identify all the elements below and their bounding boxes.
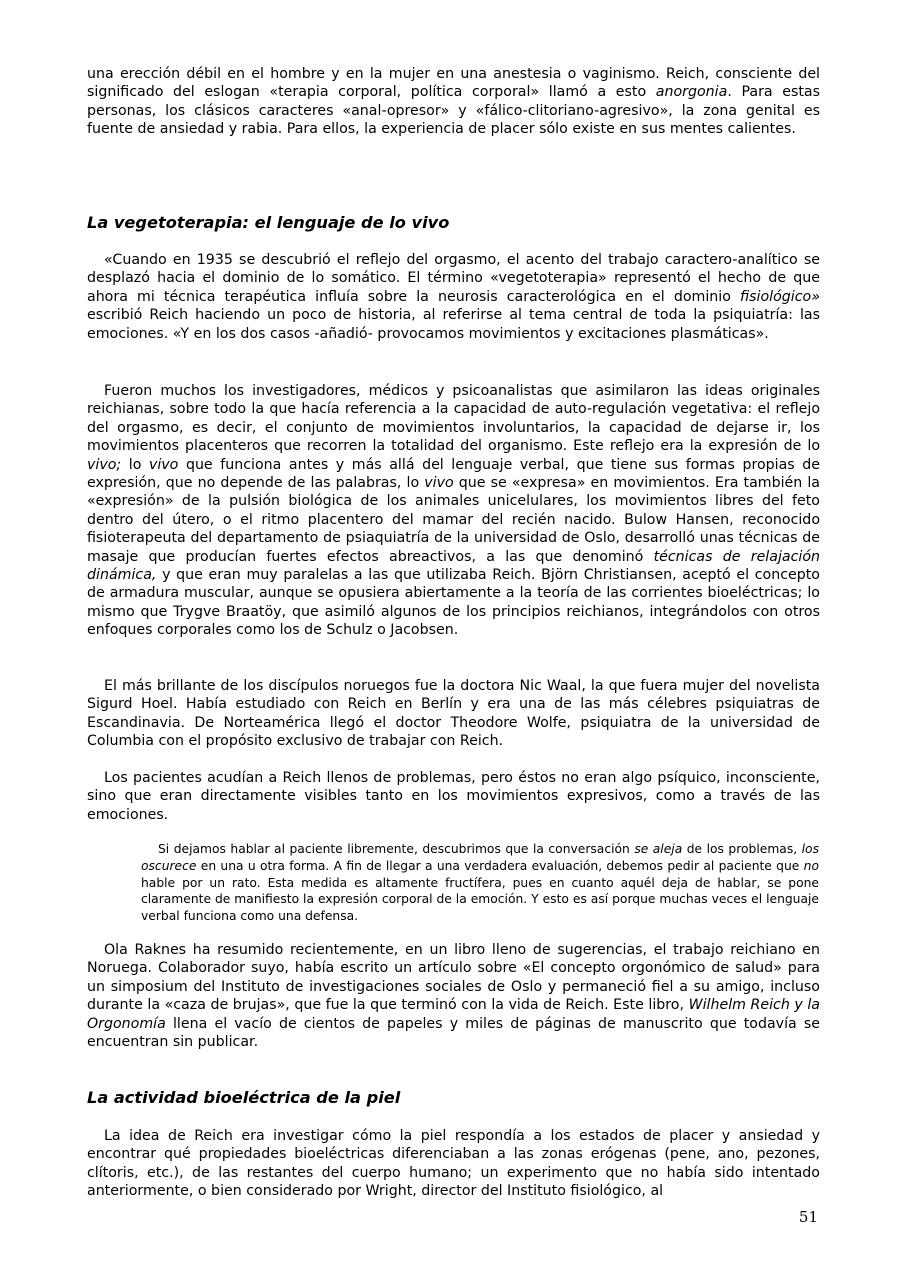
section-heading-bioelectrica: La actividad bioeléctrica de la piel [87,1088,401,1107]
paragraph-ola-raknes [87,941,820,1051]
italic-term: los oscurece [141,842,819,873]
italic-term: vivo; [87,456,122,473]
text-run: llena el vacío de cientos de papeles y miles de páginas de manuscrito que todavía se encuentran sin publicar. [87,1015,820,1051]
text-run: escribió Reich haciendo un poco de historia, al referirse al tema central de toda la psiquiatría: las emociones. «Y en los dos casos -añadió- provocamos movimientos y excitaciones plasmáticas». [87,307,820,342]
italic-term: vivo [148,456,179,473]
text-run: lo [121,456,149,473]
paragraph-pacientes: Los pacientes acudían a Reich llenos de problemas, pero éstos no eran algo psíquico, inconsciente, sino que eran directamente visibles tanto en los movimientos expresivos, como a través de las emociones. [87,770,820,823]
text-run: que se «expresa» en movimientos. Era también la «expresión» de la pulsión biológica de los animales unicelulares, los movimientos libres del feto dentro del útero, o el ritmo placentero del mamar del recién nacido. Bulow Hansen, reconocido fisioterapeuta del departamento de psiaquiatría de la universidad de Oslo, desarrolló unas técnicas de masaje que producían fuertes efectos abreactivos, a las que denominó [87,475,820,565]
text-run: hable por un rato. Esta medida es altamente fructífera, pues en cuanto aquél deja de hablar, se pone claramente de manifiesto la expresión corporal de la emoción. Y esto es así porque muchas veces el lenguaje verbal funciona como una defensa. [141,875,819,924]
section-heading-vegetoterapia: La vegetoterapia: el lenguaje de lo vivo [87,213,450,232]
block-quote [141,841,819,925]
text-run: y que eran muy paralelas a las que utilizaba Reich. Björn Christiansen, aceptó el concepto de armadura muscular, aunque se opusiera abiertamente a la teoría de las corrientes bioeléctricas; lo mismo que Trygve Braatöy, que asimiló algunos de los principios reichianos, integrándolos con otros enfoques corporales como los de Schulz o Jacobsen. [87,567,820,639]
italic-term: no [803,858,819,873]
text-run: «Cuando en 1935 se descubrió el reflejo del orgasmo, el acento del trabajo caractero-analítico se desplazó hacia el dominio de lo somático. El término «vegetoterapia» representó el hecho de que ahora mi técnica terapéutica influía sobre la neurosis caracterológica en el dominio [87,252,820,305]
italic-term: anorgonia [655,84,728,101]
text-run: . Para estas personas, los clásicos caracteres «anal-opresor» y «fálico-clitoriano-agresivo», la zona genital es fuente de ansiedad y rabia. Para ellos, la experiencia de placer sólo existe en sus mentes calientes. [87,84,820,138]
italic-term: vivo [424,475,454,492]
text-run: Fueron muchos los investigadores, médicos y psicoanalistas que asimilaron las ideas originales reichianas, sobre todo la que hacía referencia a la capacidad de auto-regulación vegetativa: el reflejo del orgasmo, es decir, el conjunto de movimientos involuntarios, la capacidad de dejarse ir, los movimientos placenteros que recorren la totalidad del organismo. Este reflejo era la expresión de lo [87,383,820,455]
paragraph-vegetoterapia [87,251,820,343]
page-number: 51 [798,1208,818,1226]
paragraph-piel: La idea de Reich era investigar cómo la piel respondía a los estados de placer y ansiedad y encontrar qué propiedades bioeléctricas diferenciaban a las zonas erógenas (pene, ano, pezones, clítoris, etc.), de las restantes del cuerpo humano; un experimento que no había sido intentado anteriormente, o bien considerado por Wright, director del Instituto fisiológico, al [87,1128,820,1200]
paragraph-anorgonia [87,65,820,139]
book-title: Wilhelm Reich y la Orgonomía [87,997,821,1032]
text-run: Si dejamos hablar al paciente libremente, descubrimos que la conversación [158,842,635,856]
italic-term: se aleja [634,842,683,856]
text-run: en una u otra forma. A fin de llegar a una verdadera evaluación, debemos pedir al paciente que [196,858,804,873]
paragraph-nic-waal: El más brillante de los discípulos noruegos fue la doctora Nic Waal, la que fuera mujer del novelista Sigurd Hoel. Había estudiado con Reich en Berlín y era una de las más célebres psiquiatras de Escandinavia. De Norteamérica llegó el doctor Theodore Wolfe, psiquiatra de la universidad de Columbia con el propósito exclusivo de trabajar con Reich. [87,678,820,750]
italic-term: técnicas de relajación dinámica, [87,548,820,584]
paragraph-investigadores [87,382,820,640]
italic-term: fisiológico» [740,288,820,305]
text-run: de los problemas, [682,842,802,856]
text-run: que funciona antes y más allá del lenguaje verbal, que tiene sus formas propias de expresión, que no depende de las palabras, lo [87,456,820,492]
text-run: una erección débil en el hombre y en la mujer en una anestesia o vaginismo. Reich, consciente del significado del eslogan «terapia corporal, política corporal» llamó a esto [87,66,820,101]
text-run: Ola Raknes ha resumido recientemente, en un libro lleno de sugerencias, el trabajo reichiano en Noruega. Colaborador suyo, había escrito un artículo sobre «El concepto orgonómico de salud» para un simposium del Instituto de investigaciones sociales de Oslo y permaneció fiel a su amigo, incluso durante la «caza de brujas», que fue la que terminó con la vida de Reich. Este libro, [87,942,820,1014]
